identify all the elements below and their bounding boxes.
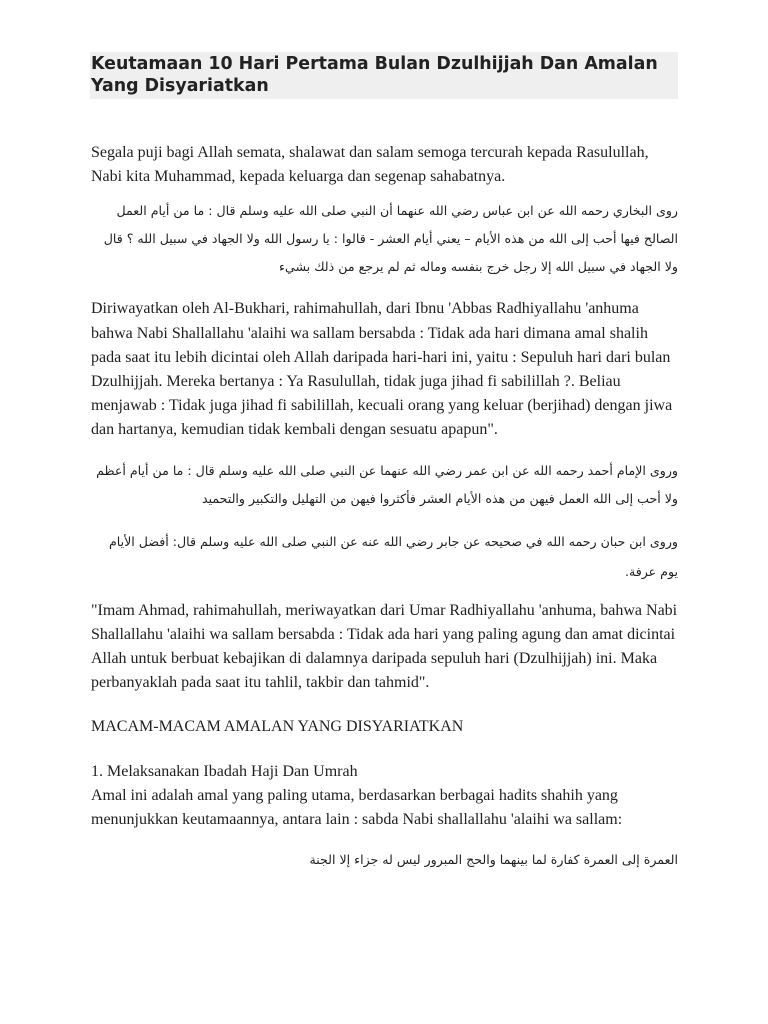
hadith-arabic-2: وروى الإمام أحمد رحمه الله عن ابن عمر رضي الله عنهما عن النبي صلى الله عليه وسلم قال : ما من أيام أعظم ولا أحب إلى الله العمل فيهن من هذه الأيام العشر فأكثروا فيهن من التهليل والتكبير والتحميد bbox=[96, 462, 678, 506]
title-box bbox=[90, 52, 678, 99]
section-heading: MACAM-MACAM AMALAN YANG DISYARIATKAN bbox=[91, 718, 464, 736]
hadith-arabic-1: روى البخاري رحمه الله عن ابن عباس رضي الله عنهما أن النبي صلى الله عليه وسلم قال : ما من أيام العمل الصالح فيها أحب إلى الله من هذه الأيام – يعني أيام العشر - قالوا : يا رسول الله ولا الجهاد في سبيل الله ؟ قال ولا الجهاد في سبيل الله إلا رجل خرج بنفسه وماله ثم لم يرجع من ذلك بشيء bbox=[103, 203, 678, 275]
article bbox=[91, 52, 678, 874]
hadith-arabic-4: العمرة إلى العمرة كفارة لما بينهما والحج المبرور ليس له جزاء إلا الجنة bbox=[309, 852, 678, 868]
article-title: Keutamaan 10 Hari Pertama Bulan Dzulhijjah Dan Amalan Yang Disyariatkan bbox=[91, 54, 658, 96]
hadith-arabic-3: وروى ابن حبان رحمه الله في صحيحه عن جابر رضي الله عنه عن النبي صلى الله عليه وسلم قال: أفضل الأيام يوم عرفة. bbox=[108, 533, 678, 579]
intro-paragraph: Segala puji bagi Allah semata, shalawat dan salam semoga tercurah kepada Rasulullah, Nabi kita Muhammad, kepada keluarga dan segenap sahabatnya. bbox=[91, 144, 649, 186]
point-1-text: Amal ini adalah amal yang paling utama, berdasarkan berbagai hadits shahih yang menunjukkan keutamaannya, antara lain : sabda Nabi shallallahu 'alaihi wa sallam: bbox=[91, 786, 623, 829]
hadith-translation-2: "Imam Ahmad, rahimahullah, meriwayatkan dari Umar Radhiyallahu 'anhuma, bahwa Nabi Shallallahu 'alaihi wa sallam bersabda : Tidak ada hari yang paling agung dan amat dicintai Allah untuk berbuat kebajikan di dalamnya daripada sepuluh hari (Dzulhijjah) ini. Maka perbanyaklah pada saat itu tahlil, takbir dan tahmid". bbox=[91, 601, 678, 692]
hadith-translation-1: Diriwayatkan oleh Al-Bukhari, rahimahullah, dari Ibnu 'Abbas Radhiyallahu 'anhuma bahwa Nabi Shallallahu 'alaihi wa sallam bersabda : Tidak ada hari dimana amal shalih pada saat itu lebih dicintai oleh Allah daripada hari-hari ini, yaitu : Sepuluh hari dari bulan Dzulhijjah. Mereka bertanya : Ya Rasulullah, tidak juga jihad fi sabilillah ?. Beliau menjawab : Tidak juga jihad fi sabilillah, kecuali orang yang keluar (berjihad) dengan jiwa dan hartanya, kemudian tidak kembali dengan sesuatu apapun". bbox=[91, 300, 673, 439]
point-1-heading: 1. Melaksanakan Ibadah Haji Dan Umrah bbox=[91, 762, 358, 780]
